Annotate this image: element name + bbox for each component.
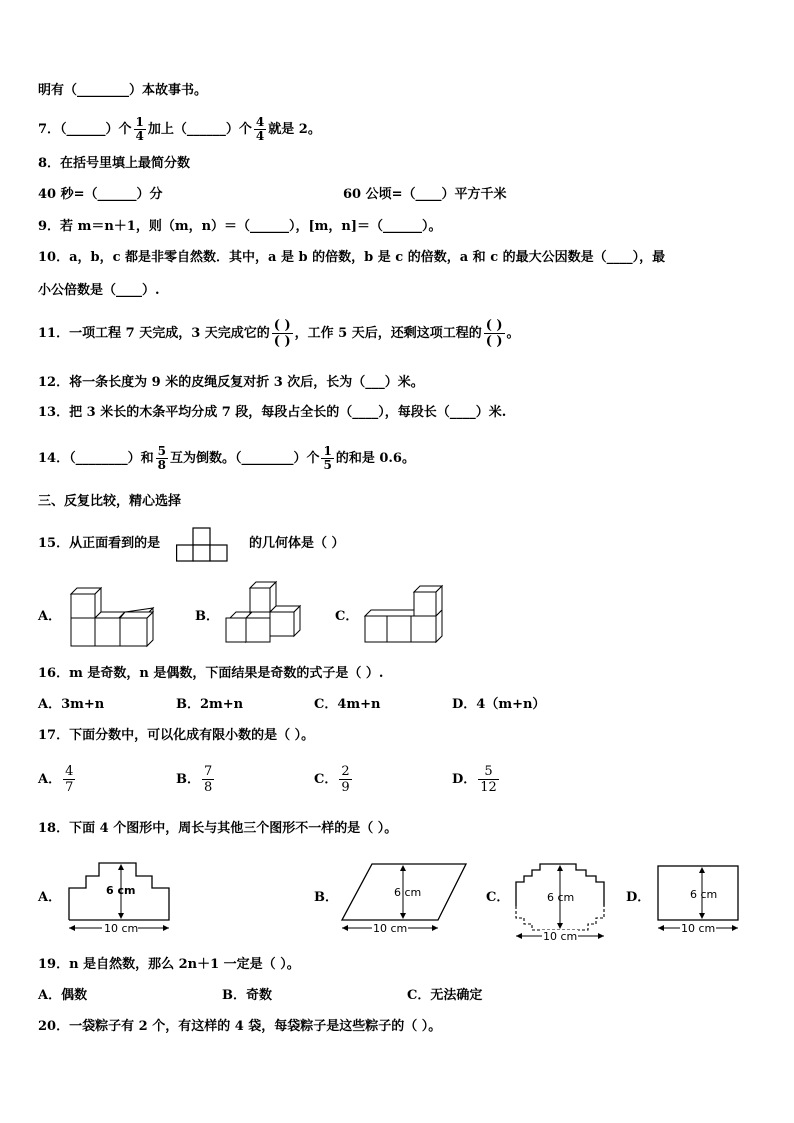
fraction-one-quarter: $\frac{1}{4}$ (135, 115, 144, 143)
question-8-left: 40 秒=（______）分 (38, 187, 163, 202)
q15-option-c-label[interactable]: C． (335, 609, 359, 624)
height-label: 6 cm (547, 891, 575, 904)
q15-option-b-figure (222, 580, 304, 650)
question-12: 12．将一条长度为 9 米的皮绳反复对折 3 次后，长为（___）米。 (38, 375, 424, 390)
q17-option-b[interactable]: B． $\frac{7}{8}$ (176, 764, 213, 795)
fraction-four-quarters: $\frac{4}{4}$ (255, 115, 265, 143)
q19-option-c[interactable]: C．无法确定 (407, 988, 483, 1003)
q15-option-c-figure (362, 584, 447, 646)
q18-option-b-figure (338, 858, 470, 938)
height-label: 6 cm (394, 886, 422, 899)
fraction-blank-2: $\frac{( )}{( )}$ (485, 318, 503, 349)
question-15-a: 15．从正面看到的是 (38, 536, 161, 551)
question-9: 9．若 m＝n＋1，则（m，n）＝（______），[m，n]＝（______）。 (38, 219, 442, 234)
q18-option-c-figure (510, 858, 610, 942)
question-11: 11．一项工程 7 天完成，3 天完成它的 $\frac{( )}{( )}$ ，工作 5 天后，还剩这项工程的 $\frac{( )}{( )}$ 。 (38, 318, 520, 349)
question-8-right: 60 公顷=（____）平方千米 (343, 187, 507, 202)
question-14: 14．（________）和 $\frac{5}{8}$ 互为倒数。（________）个 $\frac{1}{5}$ 的和是 0.6。 (38, 444, 415, 472)
question-19: 19．n 是自然数，那么 2n＋1 一定是（ ）。 (38, 957, 300, 972)
width-label: 10 cm (104, 922, 139, 935)
q19-option-a[interactable]: A．偶数 (38, 988, 88, 1003)
q17-option-d[interactable]: D． $\frac{5}{12}$ (452, 764, 497, 795)
q17-option-c[interactable]: C． $\frac{2}{9}$ (314, 764, 350, 795)
q18-option-b-label[interactable]: B． (314, 890, 338, 905)
front-view-figure (176, 527, 228, 563)
width-label: 10 cm (373, 922, 408, 935)
q18-option-a-label[interactable]: A． (38, 890, 62, 905)
question-7: 7．（______）个 $\frac{1}{4}$ 加上（______）个 $\frac{4}{4}$ 就是 2。 (38, 115, 321, 143)
q18-option-c-label[interactable]: C． (486, 890, 510, 905)
question-15-b: 的几何体是（ ） (249, 536, 345, 551)
q15-option-b-label[interactable]: B． (195, 609, 219, 624)
q16-option-b[interactable]: B．2m+n (176, 697, 244, 712)
q18-option-d-label[interactable]: D． (626, 890, 651, 905)
height-label: 6 cm (690, 888, 718, 901)
question-8: 8．在括号里填上最简分数 (38, 156, 191, 171)
q17-option-a[interactable]: A． $\frac{4}{7}$ (38, 764, 74, 795)
section-heading: 三、反复比较，精心选择 (38, 494, 182, 509)
fraction-one-fifth: $\frac{1}{5}$ (323, 444, 332, 472)
q16-option-c[interactable]: C．4m+n (314, 697, 381, 712)
question-18: 18．下面 4 个图形中，周长与其他三个图形不一样的是（ ）。 (38, 821, 398, 836)
question-13: 13．把 3 米长的木条平均分成 7 段，每段占全长的（____），每段长（____）米. (38, 405, 507, 420)
q16-option-d[interactable]: D．4（m+n） (452, 697, 546, 712)
fraction-blank-1: $\frac{( )}{( )}$ (273, 318, 291, 349)
question-10-line1: 10．a，b，c 都是非零自然数．其中，a 是 b 的倍数，b 是 c 的倍数，a 和 c 的最大公因数是（____），最 (38, 250, 666, 265)
q18-option-d-figure (652, 858, 744, 938)
height-label: 6 cm (106, 884, 136, 897)
q16-option-a[interactable]: A．3m+n (38, 697, 105, 712)
q18-option-a-figure (64, 858, 176, 938)
question-17: 17．下面分数中，可以化成有限小数的是（ ）。 (38, 728, 315, 743)
text-line-continuation: 明有（________）本故事书。 (38, 83, 208, 98)
q15-option-a-figure (68, 586, 163, 650)
question-10-line2: 小公倍数是（____）. (38, 283, 160, 298)
width-label: 10 cm (543, 930, 578, 942)
fraction-five-eighths: $\frac{5}{8}$ (157, 444, 166, 472)
q19-option-b[interactable]: B．奇数 (222, 988, 272, 1003)
question-20: 20．一袋粽子有 2 个，有这样的 4 袋，每袋粽子是这些粽子的（ ）。 (38, 1019, 442, 1034)
question-16: 16．m 是奇数，n 是偶数，下面结果是奇数的式子是（ ）. (38, 666, 384, 681)
q15-option-a-label[interactable]: A． (38, 609, 62, 624)
width-label: 10 cm (681, 922, 716, 935)
